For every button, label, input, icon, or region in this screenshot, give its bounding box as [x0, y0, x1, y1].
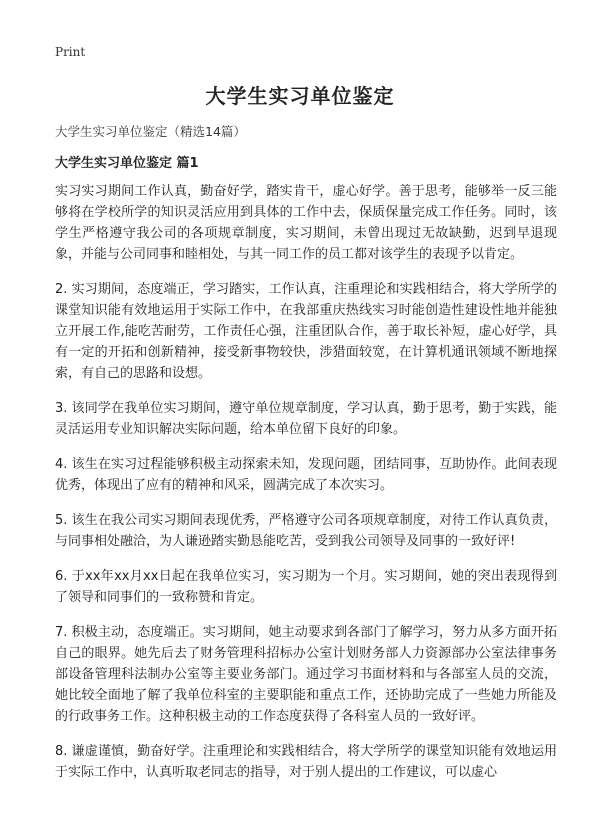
paragraph-3: 3. 该同学在我单位实习期间，遵守单位规章制度，学习认真，勤于思考，勤于实践，能灵活运用专业知识解决实际问题，给本单位留下良好的印象。 [55, 401, 557, 437]
document-body [55, 181, 557, 797]
paragraph-7: 7. 积极主动，态度端正。实习期间，她主动要求到各部门了解学习，努力从多方面开拓自己的眼界。她先后去了财务管理科招标办公室计划财务部人力资源部办公室法律事务部设备管理科法制办公室等主要业务部门。通过学习书面材料和与各部室人员的交流，她比较全面地了解了我单位科室的主要职能和重点工作，还协助完成了一些她力所能及的行政事务工作。这种积极主动的工作态度获得了各科室人员的一致好评。 [55, 625, 557, 724]
paragraph-5: 5. 该生在我公司实习期间表现优秀，严格遵守公司各项规章制度，对待工作认真负责，与同事相处融洽，为人谦逊踏实勤恳能吃苦，受到我公司领导及同事的一致好评! [55, 513, 557, 549]
section-heading: 大学生实习单位鉴定 篇1 [55, 156, 199, 171]
print-link[interactable]: Print [55, 45, 86, 59]
document-subtitle: 大学生实习单位鉴定（精选14篇） [55, 124, 246, 139]
paragraph-2: 2. 实习期间，态度端正，学习踏实，工作认真，注重理论和实践相结合，将大学所学的课堂知识能有效地运用于实际工作中，在我部重庆热线实习时能创造性建设性地并能独立开展工作,能吃苦耐劳，工作责任心强，注重团队合作，善于取长补短，虚心好学，具有一定的开拓和创新精神，接受新事物较快，涉猎面较宽，在计算机通讯领域不断地探索，有自己的思路和设想。 [55, 282, 557, 381]
paragraph-1: 实习实习期间工作认真，勤奋好学，踏实肯干，虚心好学。善于思考，能够举一反三能够将在学校所学的知识灵活应用到具体的工作中去，保质保量完成工作任务。同时，该学生严格遵守我公司的各项规章制度，实习期间，未曾出现过无故缺勤，迟到早退现象，并能与公司同事和睦相处，与其一同工作的员工都对该学生的表现予以肯定。 [55, 184, 557, 262]
paragraph-6: 6. 于xx年xx月xx日起在我单位实习，实习期为一个月。实习期间，她的突出表现得到了领导和同事们的一致称赞和肯定。 [55, 569, 557, 605]
page-title: 大学生实习单位鉴定 [205, 84, 395, 108]
paragraph-4: 4. 该生在实习过程能够积极主动探索未知，发现问题，团结同事，互助协作。此间表现优秀，体现出了应有的精神和风采，圆满完成了本次实习。 [55, 457, 557, 493]
paragraph-8: 8. 谦虚谨慎，勤奋好学。注重理论和实践相结合，将大学所学的课堂知识能有效地运用于实际工作中，认真听取老同志的指导，对于别人提出的工作建议，可以虚心 [55, 744, 557, 780]
